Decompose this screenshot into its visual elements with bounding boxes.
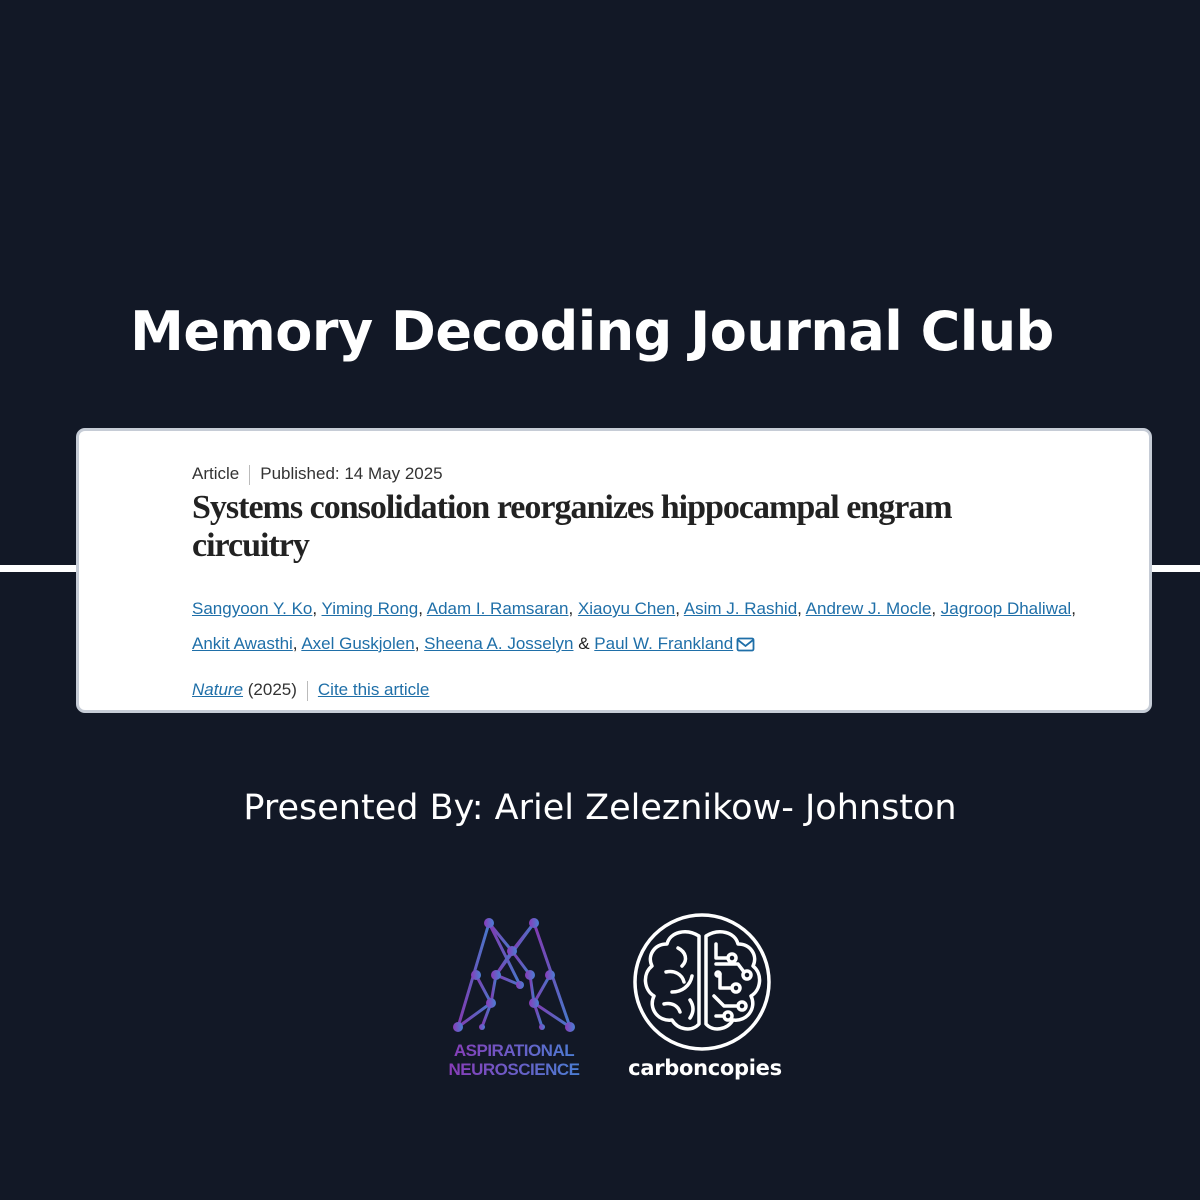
author-link[interactable]: Jagroop Dhaliwal [940, 599, 1072, 618]
aspirational-neuroscience-logo-mark [446, 915, 582, 1040]
author-link[interactable]: Sheena A. Josselyn [424, 634, 574, 653]
citation-line [192, 680, 429, 701]
carboncopies-logo [620, 912, 790, 1092]
author-link[interactable]: Yiming Rong [321, 599, 419, 618]
author-link[interactable]: Andrew J. Mocle [805, 599, 932, 618]
carboncopies-wordmark: carboncopies [628, 1056, 782, 1080]
author-link[interactable]: Adam I. Ramsaran [426, 599, 569, 618]
aspirational-neuroscience-logo [446, 915, 582, 1090]
divider-line-left [0, 565, 80, 572]
event-title: Memory Decoding Journal Club [130, 300, 1054, 363]
author-link[interactable]: Paul W. Frankland [594, 634, 734, 653]
article-card [76, 428, 1152, 713]
author-link[interactable]: Ankit Awasthi [192, 634, 293, 653]
author-link[interactable]: Axel Guskjolen [301, 634, 415, 653]
published-date: Published: 14 May 2025 [260, 464, 443, 483]
mail-icon[interactable] [736, 637, 755, 652]
article-meta [192, 464, 443, 485]
citation-divider [307, 681, 308, 701]
author-link[interactable]: Asim J. Rashid [683, 599, 798, 618]
meta-divider [249, 465, 250, 485]
article-title: Systems consolidation reorganizes hippocampal engram circuitry [192, 489, 952, 564]
presenter-credit: Presented By: Ariel Zeleznikow- Johnston [243, 788, 957, 828]
publication-year: (2025) [247, 680, 297, 699]
divider-line-right [1150, 565, 1200, 572]
brain-circuit-icon [620, 912, 790, 1052]
author-link[interactable]: Xiaoyu Chen [577, 599, 676, 618]
cite-article-link[interactable]: Cite this article [317, 680, 430, 699]
aspirational-neuroscience-wordmark [446, 1041, 582, 1079]
journal-link[interactable]: Nature [192, 680, 244, 699]
article-type: Article [192, 464, 240, 483]
author-list: Sangyoon Y. Ko, Yiming Rong, Adam I. Ramsaran, Xiaoyu Chen, Asim J. Rashid, Andrew J. Mocle, Jagroop Dhaliwal, Ankit Awasthi, Axel Guskjolen, Sheena A. Josselyn & Paul W. Frankland [192, 599, 1076, 653]
aspirational-wordmark-line1: ASPIRATIONAL [453, 1041, 575, 1060]
author-link[interactable]: Sangyoon Y. Ko [192, 599, 313, 618]
aspirational-wordmark-line2: NEUROSCIENCE [448, 1060, 580, 1079]
